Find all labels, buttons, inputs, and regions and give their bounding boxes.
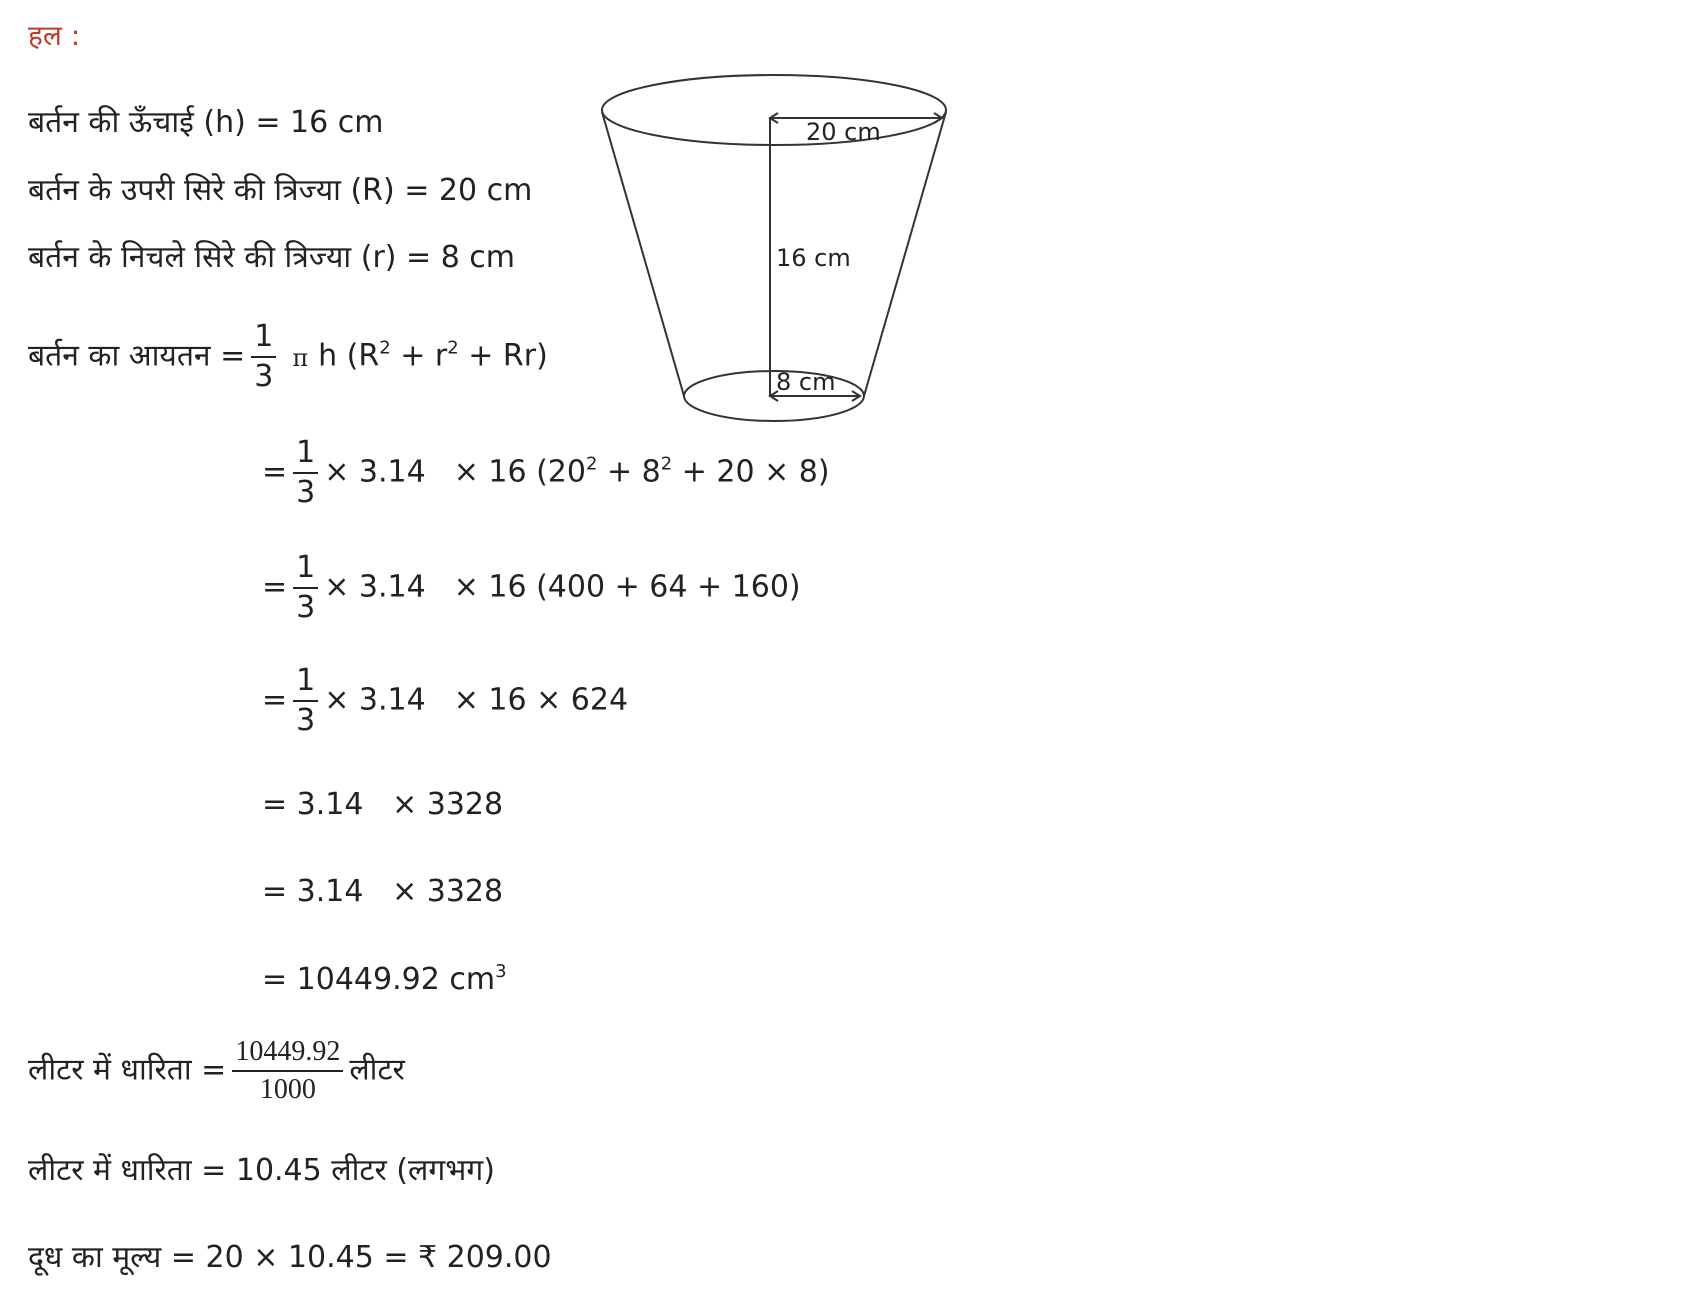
top-ellipse <box>602 75 946 145</box>
fraction-one-third: $\frac{1}{3}$ <box>251 322 276 392</box>
height-label: 16 cm <box>776 244 851 272</box>
bottom-radius-label: 8 cm <box>776 368 836 396</box>
capacity-result: लीटर में धारिता = 10.45 लीटर (लगभग) <box>28 1153 495 1188</box>
fraction-one-third: $\frac{1}{3}$ <box>293 438 318 508</box>
volume-step-3: = $\frac{1}{3}$ × 3.14 × 16 × 624 <box>262 663 629 738</box>
given-height: बर्तन की ऊँचाई (h) = 16 cm <box>28 105 384 140</box>
left-slant-edge <box>602 112 684 396</box>
given-bottom-radius: बर्तन के निचले सिरे की त्रिज्या (r) = 8 cm <box>28 240 516 275</box>
right-slant-edge <box>864 112 946 396</box>
volume-lhs: बर्तन का आयतन = <box>28 338 246 374</box>
volume-step-2: = $\frac{1}{3}$ × 3.14 × 16 (400 + 64 + 160) <box>262 550 801 625</box>
volume-result: = 10449.92 $cm^3$ <box>262 961 507 997</box>
fraction-one-third: $\frac{1}{3}$ <box>293 553 318 623</box>
volume-step-1: = $\frac{1}{3}$ × 3.14 × 16 $(20^2 + 8^2 + 20 \times 8)$ <box>262 435 830 510</box>
milk-price: दूध का मूल्य = 20 × 10.45 = ₹ 209.00 <box>28 1240 552 1275</box>
solution-heading: हल : <box>28 19 81 52</box>
frustum-figure <box>588 74 958 434</box>
top-radius-label: 20 cm <box>806 118 881 146</box>
pi-symbol: π <box>292 343 309 372</box>
fraction-one-third: $\frac{1}{3}$ <box>293 666 318 736</box>
volume-formula: बर्तन का आयतन = $\frac{1}{3}$ π h $(R^2 + r^2 + Rr)$ <box>28 319 548 394</box>
capacity-formula: लीटर में धारिता = $\frac{10449.92}{1000}$ लीटर <box>28 1036 405 1105</box>
given-top-radius: बर्तन के उपरी सिरे की त्रिज्या (R) = 20 cm <box>28 173 533 208</box>
volume-step-5: = 3.14 × 3328 <box>262 874 504 909</box>
volume-step-4: = 3.14 × 3328 <box>262 787 504 822</box>
capacity-fraction: $\frac{10449.92}{1000}$ <box>232 1038 343 1104</box>
